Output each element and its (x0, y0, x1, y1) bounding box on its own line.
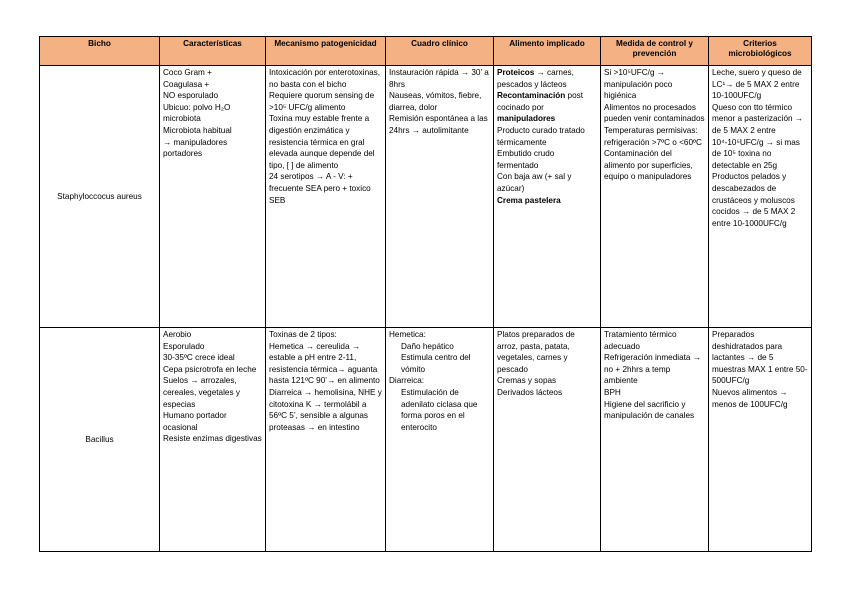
cell-line: Alimentos no procesados pueden venir contaminados (604, 102, 705, 124)
cell-line: 30-35ºC crece ideal (163, 353, 235, 363)
cell-line: Toxinas de 2 tipos: (269, 330, 337, 339)
control-cell (601, 328, 709, 552)
cell-line: Toxina muy estable frente a digestión enzimática y resistencia térmica en gral elevada aunque depende del tipo, [ ] de alimento (269, 114, 375, 170)
cell-line: Daño hepático (401, 341, 454, 351)
cell-line: Derivados lácteos (497, 387, 563, 397)
cell-line: Cepa psicrotrofa en leche (163, 364, 257, 374)
cell-line: Resiste enzimas digestivas (163, 434, 262, 444)
cell-line: → manipuladores portadores (163, 137, 228, 159)
cell-line: Preparados deshidratados para lactantes → de 5 muestras MAX 1 entre 50-500UFC/g (712, 330, 808, 386)
cell-line: Hemetica → cereulida → estable a pH entre 2-11, resistencia térmica→ aguanta hasta 121ºC 90’→ en alimento (269, 341, 380, 386)
cell-line: BPH (604, 387, 621, 397)
cell-line: Estimulación de adenilato ciclasa que forma poros en el enterocito (401, 387, 478, 432)
cell-line: Refrigeración inmediata → no + 2hhrs a temp ambiente (604, 353, 701, 386)
cell-line: Contaminación del alimento por superficies, equipo o manipuladores (604, 149, 693, 182)
cell-line: Remisión espontánea a las 24hrs → autolimitante (389, 114, 488, 135)
cell-line: Tratamiento térmico adecuado (604, 330, 677, 351)
cell-line: Estimula centro del vómito (401, 353, 471, 374)
organism-name: Staphyloccocus aureus (40, 66, 160, 328)
characteristics-cell (160, 66, 266, 328)
header-row (40, 37, 812, 66)
characteristics-cell (160, 328, 266, 552)
cell-line: 24 serotipos → A - V: + frecuente SEA pero + toxico SEB (269, 172, 371, 205)
cell-line: Platos preparados de arroz, pasta, patata, vegetales, carnes y pescado (497, 330, 575, 374)
column-header: Mecanismo patogenicidad (266, 37, 386, 66)
cell-line: Coagulasa + (163, 79, 210, 89)
cell-line: Higiene del sacrificio y manipulación de canales (604, 399, 695, 421)
cell-line: Queso con tto térmico menor a pasterización → de 5 MAX 2 entre 10⁴-10⁵UFC/g → si mas de 10⁵ toxina no detectable en 25g (712, 102, 804, 170)
cell-line: Temperaturas permisivas: refrigeración >7ºC o <60ºC (604, 125, 702, 147)
cell-line: Requiere quorum sensing de >10⁵ UFC/g alimento (269, 91, 375, 112)
microbiology-table (39, 36, 812, 552)
cell-line: descabezados de crustáceos y moluscos (712, 183, 795, 205)
cell-line: Nuevos alimentos → menos de 100UFC/g (712, 387, 788, 409)
criteria-cell (709, 66, 812, 328)
cell-line: Hemetica: (389, 330, 426, 339)
cell-line: Cremas y sopas (497, 376, 557, 386)
cell-line: Diarreica: (389, 376, 425, 386)
cell-line: Embutido crudo fermentado (497, 149, 555, 170)
cell-line: Humano portador ocasional (163, 411, 227, 432)
control-cell (601, 66, 709, 328)
food-cell (494, 328, 601, 552)
cell-line: Si >10⁵UFC/g → manipulación poco higiénica (604, 68, 673, 101)
cell-line: microbiota (163, 114, 201, 124)
cell-line: Suelos → arrozales, cereales, vegetales y especias (163, 376, 240, 409)
cell-line: Coco Gram + (163, 68, 212, 77)
column-header: Bicho (40, 37, 160, 66)
clinical-cell (386, 66, 494, 328)
cell-line: Con baja aw (+ sal y azúcar) (497, 172, 572, 193)
cell-line: NO esporulado (163, 91, 219, 101)
cell-line: Instauración rápida → 30’ a 8hrs (389, 68, 489, 89)
cell-line: Leche, suero y queso de LC¹→ de 5 MAX 2 entre 10-100UFC/g (712, 68, 802, 101)
column-header: Criterios microbiológicos (709, 37, 812, 66)
column-header: Características (160, 37, 266, 66)
table-row (40, 66, 812, 328)
organism-name: Bacillus (40, 328, 160, 552)
table-row (40, 328, 812, 552)
column-header: Alimento implicado (494, 37, 601, 66)
cell-line: Diarreica → hemolisina, NHE y citotoxina K → termolábil a 56ºC 5’, sensible a algunas proteasas → en intestino (269, 387, 382, 432)
food-cell: Proteicos → carnes, pescados y lácteos Recontaminación post cocinado por manipuladores Producto curado tratado térmicamente Embutido crudo fermentado Con baja aw (+ sal y azúcar) Crema pastelera (494, 66, 601, 328)
cell-line: cocidos → de 5 MAX 2 entre 10-1000UFC/g (712, 207, 796, 228)
cell-line: Nauseas, vómitos, fiebre, diarrea, dolor (389, 91, 482, 112)
cell-line: Microbiota habitual (163, 125, 232, 135)
mechanism-cell (266, 328, 386, 552)
criteria-cell (709, 328, 812, 552)
clinical-cell (386, 328, 494, 552)
column-header: Cuadro clínico (386, 37, 494, 66)
mechanism-cell (266, 66, 386, 328)
cell-line: Productos pelados y (712, 172, 787, 182)
cell-line: Aerobio (163, 330, 192, 339)
cell-line: Producto curado tratado térmicamente (497, 125, 585, 147)
column-header: Medida de control y prevención (601, 37, 709, 66)
cell-line: Esporulado (163, 341, 205, 351)
cell-line: Intoxicación por enterotoxinas, no basta con el bicho (269, 68, 381, 89)
cell-line: Ubicuo: polvo H₂O (163, 102, 231, 112)
